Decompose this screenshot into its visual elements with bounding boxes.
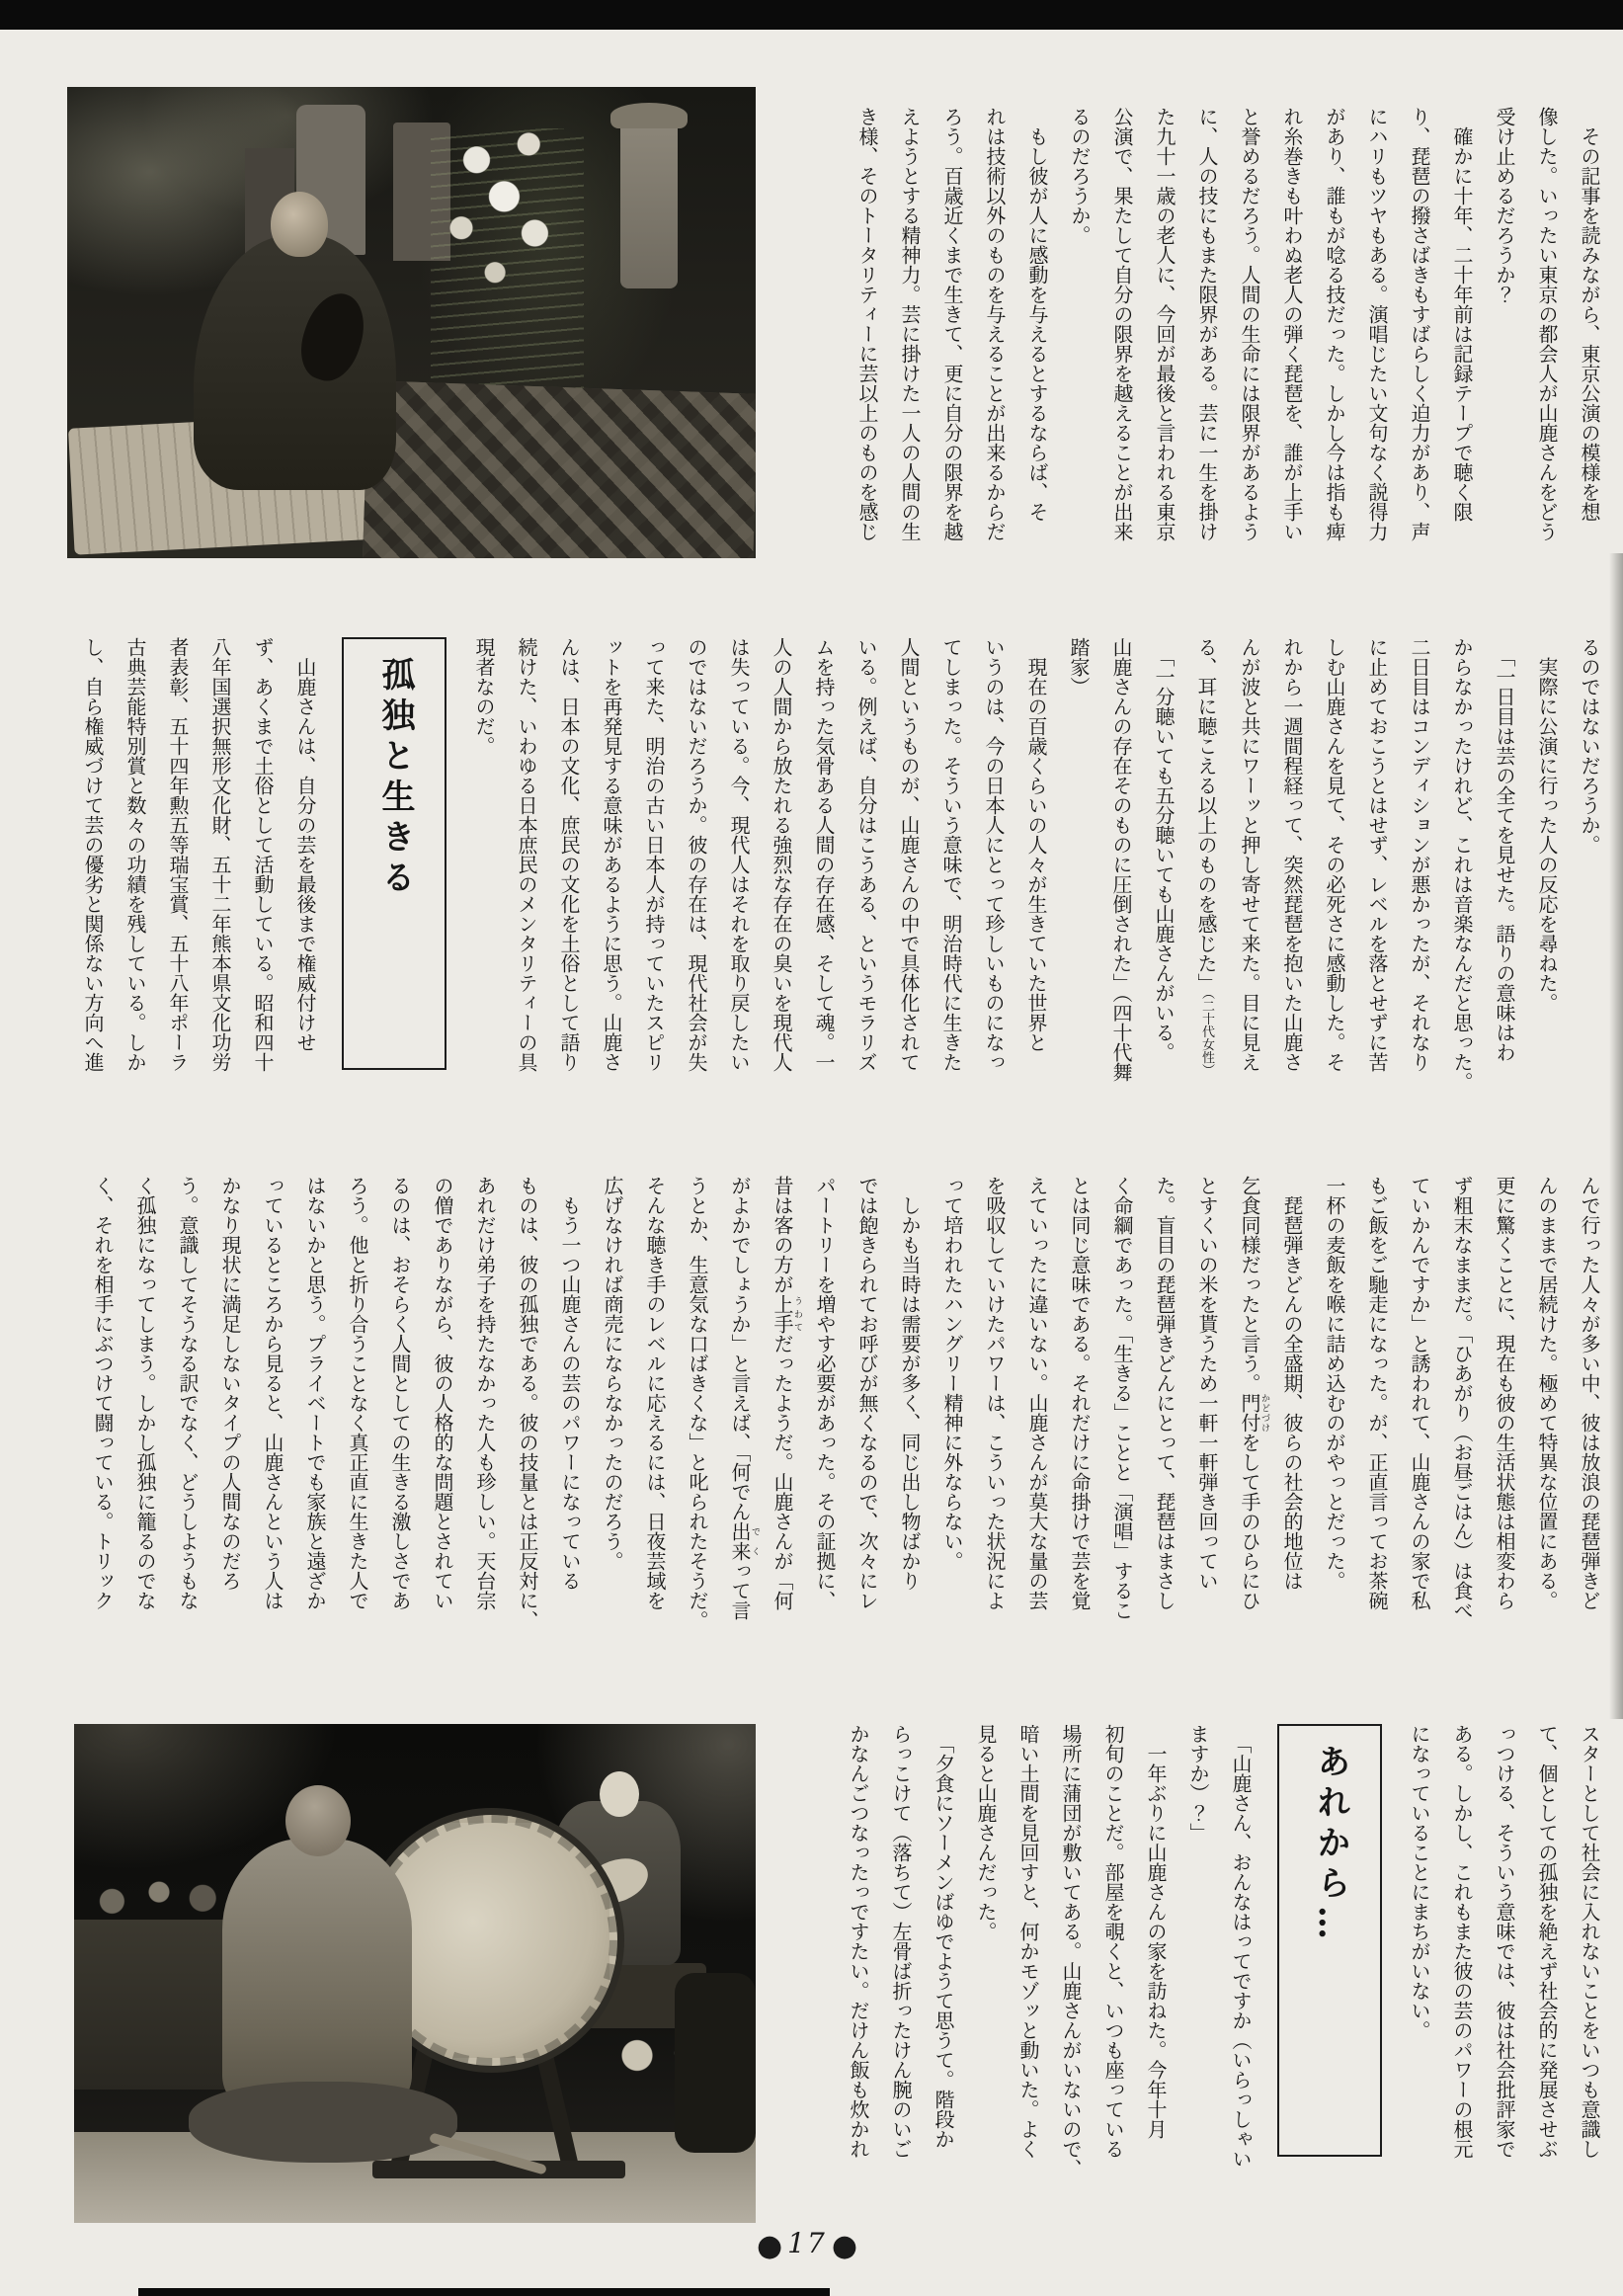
text-column: っつける、そういう意味では、彼は社会批評家で	[1493, 1724, 1516, 2159]
text-column: あれだけ弟子を持たなかった人も珍しい。天台宗	[473, 1176, 497, 1610]
text-column: って培われたハングリー精神に外ならない。	[940, 1176, 964, 1571]
text-column: とすくいの米を貰うため一軒一軒弾き回ってい	[1195, 1176, 1219, 1591]
text-column: んのままで居続けた。極めて特異な位置にある。	[1535, 1176, 1559, 1610]
text-column: からなかったけれど、これは音楽なんだと思った。	[1450, 637, 1474, 1092]
statue-head-shape	[600, 1771, 639, 1817]
text-column: は失っている。今、現代人はそれを取り戻したい	[727, 637, 751, 1072]
text-column: って来た、明治の古い日本人が持っていたスピリ	[642, 637, 666, 1072]
text-column: う。意識してそうなる訳でなく、どうしようもな	[176, 1176, 200, 1610]
text-column: の僧でありながら、彼の人格的な問題とされてい	[431, 1176, 454, 1610]
text-column: 実際に公演に行った人の反応を尋ねた。	[1535, 637, 1559, 1013]
text-column: 暗い土間を見回すと、何かモゾッと動いた。よく	[1016, 1724, 1040, 2159]
text-column: もし彼が人に感動を与えるとするならば、そ	[1025, 107, 1049, 522]
band4-text	[820, 1724, 1610, 2178]
text-column: し、自ら権威づけて芸の優劣と関係ない方向へ進	[81, 637, 105, 1072]
text-column: しかも当時は需要が多く、同じ出し物ばかり	[898, 1176, 922, 1591]
text-column: 踏家）	[1067, 637, 1091, 697]
text-column: 確かに十年、二十年前は記録テープで聴く限	[1450, 107, 1474, 522]
section-heading-1: 孤独と生きる	[375, 657, 415, 900]
text-column: ず、あくまで土俗として活動している。昭和四十	[251, 637, 275, 1072]
page-number-value: 17	[787, 2227, 827, 2259]
text-column: るのは、おそらく人間としての生きる激しさであ	[388, 1176, 412, 1610]
text-column: その記事を読みながら、東京公演の模様を想	[1578, 107, 1601, 522]
photo-drum-room-interior	[74, 1724, 756, 2223]
text-column: るのではないだろうか。	[1578, 637, 1601, 855]
text-column: るのだろうか。	[1068, 107, 1092, 245]
text-column: 更に驚くことに、現在も彼の生活状態は相変わら	[1493, 1176, 1516, 1610]
text-column: 一年ぶりに山鹿さんの家を訪ねた。今年十月	[1144, 1724, 1168, 2139]
text-column: いる。例えば、自分はこうある、というモラリズ	[854, 637, 878, 1072]
text-column: ものは、彼の孤独である。彼の技量とは正反対に、	[516, 1176, 539, 1630]
text-column: 古典芸能特別賞と数々の功績を残している。しか	[123, 637, 147, 1072]
text-column: 「一日目は芸の全てを見せた。語りの意味はわ	[1493, 637, 1516, 1062]
text-column: になっていることにまちがいない。	[1408, 1724, 1431, 2040]
text-column: てしまった。そういう意味で、明治時代に生きた	[939, 637, 963, 1072]
text-column: く命綱であった。「生きる」ことと「演唱」するこ	[1110, 1176, 1134, 1620]
text-column: る、耳に聴こえる以上のものを感じた」（二十代女性）	[1194, 637, 1218, 1077]
text-column: にハリもツヤもある。演唱じたい文句なく説得力	[1365, 107, 1389, 541]
text-column: れ糸巻きも叶わぬ老人の弾く琵琶を、誰が上手い	[1280, 107, 1304, 541]
text-column: た九十一歳の老人に、今回が最後と言われる東京	[1153, 107, 1177, 541]
text-column: と誉めるだろう。人間の生命には限界があるよう	[1238, 107, 1261, 541]
text-column: うとか、生意気な口ばきくな」と叱られたそうだ。	[686, 1176, 709, 1630]
text-column: ムを持った気骨ある人間の存在感、そして魂。一	[812, 637, 836, 1072]
cushion-shape	[189, 2082, 457, 2163]
text-column: っているところから見ると、山鹿さんという人は	[261, 1176, 284, 1610]
text-column: を吸収していけたパワーは、こういった状況によ	[983, 1176, 1007, 1610]
text-column: く、それを相手にぶつけて闘っている。トリック	[91, 1176, 115, 1610]
text-column: 広げなければ商売にならなかったのだろう。	[601, 1176, 624, 1571]
text-column: て、個としての孤独を絶えず社会的に発展させぶ	[1535, 1724, 1559, 2159]
photo-biwa-performer-outdoor	[67, 87, 756, 558]
section-heading-box-2	[1277, 1724, 1382, 2157]
text-column: 山鹿さんの存在そのものに圧倒された」（四十代舞	[1109, 637, 1133, 1082]
text-column: かなんごつなったっですたい。だけん飯も炊かれ	[847, 1724, 870, 2159]
text-column: 琵琶弾きどんの全盛期、彼らの社会的地位は	[1280, 1176, 1304, 1591]
drum-stand-base-shape	[372, 2161, 625, 2178]
text-column: ットを再発見する意味があるように思う。山鹿さ	[600, 637, 623, 1072]
text-column: 見ると山鹿さんだった。	[974, 1724, 998, 1941]
section-heading-box-1	[342, 637, 446, 1070]
text-column: 者表彰、五十四年勲五等瑞宝賞、五十八年ポーラ	[166, 637, 190, 1072]
text-column: しむ山鹿さんを見て、その必死さに感動した。そ	[1323, 637, 1346, 1072]
text-column: 受け止めるだろうか？	[1493, 107, 1516, 304]
text-column: 「一分聴いても五分聴いても山鹿さんがいる。	[1152, 637, 1176, 1062]
text-column: り、琵琶の撥さばきもすばらしく迫力があり、声	[1408, 107, 1431, 541]
text-column: 場所に蒲団が敷いてある。山鹿さんがいないので、	[1059, 1724, 1083, 2178]
text-column: き様、そのトータリティーに芸以上のものを感じ	[855, 107, 879, 541]
text-column: があり、誰もが唸る技だった。しかし今は指も痺	[1323, 107, 1346, 541]
text-column: 現者なのだ。	[472, 637, 496, 756]
text-column: えようとする精神力。芸に掛けた一人の人間の生	[898, 107, 922, 541]
text-column: 山鹿さんは、自分の芸を最後まで権威付けせ	[293, 637, 317, 1052]
top-black-bar	[0, 0, 1623, 30]
article-band-1	[825, 107, 1610, 561]
text-column: とは同じ意味である。それだけに命掛けで芸を覚	[1068, 1176, 1092, 1610]
text-column: えていったに違いない。山鹿さんが莫大な量の芸	[1025, 1176, 1049, 1610]
text-column: ず粗末なままだ。「ひあがり（お昼ごはん）は食べ	[1450, 1176, 1474, 1620]
article-band-3	[74, 1176, 1610, 1630]
article-band-4	[820, 1724, 1610, 2178]
text-column: た。盲目の琵琶弾きどんにとって、琵琶はまさし	[1153, 1176, 1177, 1610]
text-column: 二日目はコンディションが悪かったが、それなり	[1408, 637, 1431, 1072]
text-column: ろう。百歳近くまで生きて、更に自分の限界を越	[940, 107, 964, 541]
text-column: ますか）？」	[1186, 1724, 1210, 1843]
band1-text	[825, 107, 1610, 561]
text-column: 現在の百歳くらいの人々が生きていた世界と	[1024, 637, 1048, 1052]
text-column: んで行った人々が多い中、彼は放浪の琵琶弾きど	[1578, 1176, 1601, 1610]
text-column: く孤独になってしまう。しかし孤独に籠るのでな	[133, 1176, 157, 1610]
seated-man-back-shape	[222, 1839, 412, 2107]
text-column: ろう。他と折り合うことなく真正直に生きた人で	[346, 1176, 369, 1610]
section-heading-2: あれから…	[1311, 1744, 1350, 1946]
dark-object-shape	[675, 1973, 756, 2153]
text-column: いうのは、今の日本人にとって珍しいものになっ	[982, 637, 1006, 1072]
text-column: に、人の技にもまた限界がある。芸に一生を掛け	[1195, 107, 1219, 541]
text-column: 人の人間から放たれる強烈な存在の臭いを現代人	[770, 637, 793, 1072]
text-column: れは技術以外のものを与えることが出来るからだ	[983, 107, 1007, 541]
text-column: はないかと思う。プライベートでも家族と遠ざか	[303, 1176, 327, 1610]
text-column: パートリーを増やす必要があった。その証拠に、	[813, 1176, 837, 1610]
text-column: 人間というものが、山鹿さんの中で具体化されて	[897, 637, 921, 1072]
text-column: 像した。いったい東京の都会人が山鹿さんをどう	[1535, 107, 1559, 541]
binding-shadow	[1609, 553, 1623, 1719]
text-column: 公演で、果たして自分の限界を越えることが出来	[1110, 107, 1134, 541]
text-column: もご飯をご馳走になった。が、正直言ってお茶碗	[1365, 1176, 1389, 1610]
text-column: らっこけて（落ちて）左骨ば折ったけん腕のいご	[889, 1724, 913, 2159]
page-number	[733, 2227, 881, 2263]
text-column: のではないだろうか。彼の存在は、現代社会が失	[685, 637, 708, 1072]
text-column: んが波と共にワーッと押し寄せて来た。目に見え	[1238, 637, 1261, 1072]
text-column: ある。しかし、これもまた彼の芸のパワーの根元	[1450, 1724, 1474, 2159]
text-column: 乞食同様だったと言う。門付かどづけをして手のひらにひ	[1238, 1176, 1269, 1610]
performer-head-shape	[271, 192, 328, 257]
article-band-2	[67, 637, 1610, 1092]
stone-lantern-shape	[620, 121, 678, 288]
band2-text	[67, 637, 1610, 1092]
text-column: そんな聴き手のレベルに応えるには、日夜芸域を	[643, 1176, 667, 1610]
text-column: 一杯の麦飯を喉に詰め込むのがやっとだった。	[1323, 1176, 1346, 1591]
text-column: んは、日本の文化、庶民の文化を土俗として語り	[557, 637, 581, 1072]
text-column: では飽きられてお呼びが無くなるので、次々にレ	[855, 1176, 879, 1610]
text-column: れから一週間程経って、突然琵琶を抱いた山鹿さ	[1280, 637, 1304, 1072]
text-column: 続けた、いわゆる日本庶民のメンタリティーの具	[515, 637, 538, 1072]
text-column: ていかんですか」と誘われて、山鹿さんの家で私	[1408, 1176, 1431, 1610]
text-column: もう一つ山鹿さんの芸のパワーになっている	[558, 1176, 582, 1591]
text-column: かなり現状に満足しないタイプの人間なのだろ	[218, 1176, 242, 1591]
text-column: 「山鹿さん、おんなはってですか（いらっしゃい	[1229, 1724, 1253, 2169]
text-column: 昔は客の方が上手うわてだったようだ。山鹿さんが「何	[771, 1176, 802, 1610]
page-number-ornament-right: ●	[831, 2229, 857, 2263]
text-column: スターとして社会に入れないことをいつも意識し	[1578, 1724, 1601, 2159]
text-column: に止めておこうとはせず、レベルを落とせずに苦	[1365, 637, 1389, 1072]
text-column: 初旬のことだ。部屋を覗くと、いつも座っている	[1101, 1724, 1125, 2159]
text-column: がよかでしょうか」と言えば、「何でん出来でくって言	[728, 1176, 760, 1620]
scan-artifact-strip	[138, 2288, 830, 2296]
patterned-cloth-shape	[363, 380, 756, 558]
text-column: 「夕食にソーメンばゆでようて思うて。階段か	[932, 1724, 955, 2149]
page-number-ornament-left: ●	[756, 2229, 783, 2263]
white-flowers-shape	[431, 128, 584, 390]
band3-text	[74, 1176, 1610, 1630]
text-column: 八年国選択無形文化財、五十二年熊本県文化功労	[208, 637, 232, 1072]
man-head-shape	[285, 1785, 351, 1856]
